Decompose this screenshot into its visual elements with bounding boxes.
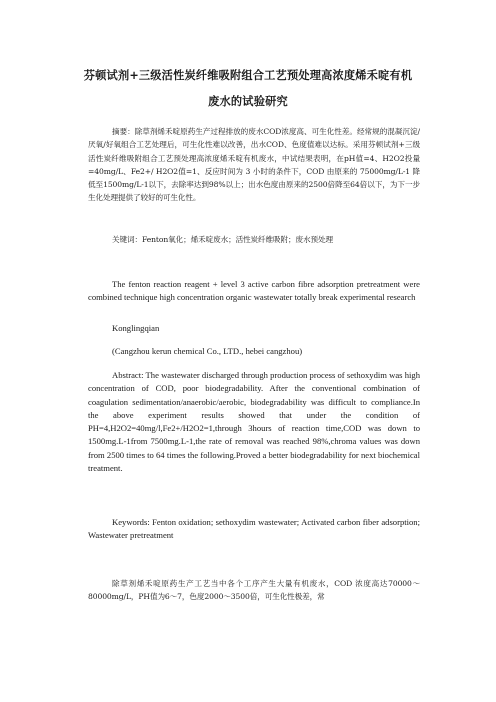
chinese-abstract: 摘要：除草剂烯禾啶原药生产过程排放的废水COD浓度高、可生化性差。经常规的混凝沉淀/厌氧/好氧组合工艺处理后，可生化性难以改善，出水COD、色度值难以达标。采用芬顿试剂+三级活性炭纤维吸附组合工艺预处理高浓度烯禾啶有机废水，中试结果表明，在pH值=4、H2O2投量=40mg/L、Fe2+/ H2O2值=1、反应时间为 3 小时的条件下，COD 由原来的 75000mg/L-1 降低至1500mg/L-1以下，去除率达到98%以上；出水色度由原来的2500倍降至64倍以下，为下一步生化处理提供了较好的可生化性。: [88, 127, 420, 203]
body-paragraph: 除草剂烯禾啶原药生产工艺当中各个工序产生大量有机废水，COD 浓度高达70000～80000mg/L，PH值为6～7，色度2000～3500倍，可生化性极差，常: [88, 579, 420, 602]
document-title-line-1: 芬顿试剂+三级活性炭纤维吸附组合工艺预处理高浓度烯禾啶有机: [83, 69, 413, 82]
author-affiliation: (Cangzhou kerun chemical Co., LTD., hebei cangzhou): [112, 346, 303, 356]
chinese-keywords: 关键词：Fenton氧化；烯禾啶废水；活性炭纤维吸附；废水预处理: [112, 235, 333, 244]
english-title: The fenton reaction reagent + level 3 active carbon fibre adsorption pretreatment were combined technique high concentration organic wastewater totally break experimental research: [88, 279, 420, 303]
english-keywords: Keywords: Fenton oxidation; sethoxydim wastewater; Activated carbon fiber adsorption; Wastewater pretreatment: [88, 517, 420, 541]
english-abstract: Abstract: The wastewater discharged through production process of sethoxydim was high concentration of COD, poor biodegradability. After the conventional combination of coagulation sedimentation/anaerobic/aerobic, biodegradability was difficult to compliance.In the above experiment results showed that under the condition of PH=4,H2O2=40mg/l,Fe2+/H2O2=1,through 3hours of reaction time,COD was down to 1500mg.L-1from 7500mg.L-1,the rate of removal was reached 98%,chroma values was down from 2500 times to 64 times the following.Proved a better biodegradability for next biochemical treatment.: [88, 370, 420, 474]
author-name: Konglingqian: [112, 323, 160, 333]
document-title-line-2: 废水的试验研究: [208, 95, 288, 108]
